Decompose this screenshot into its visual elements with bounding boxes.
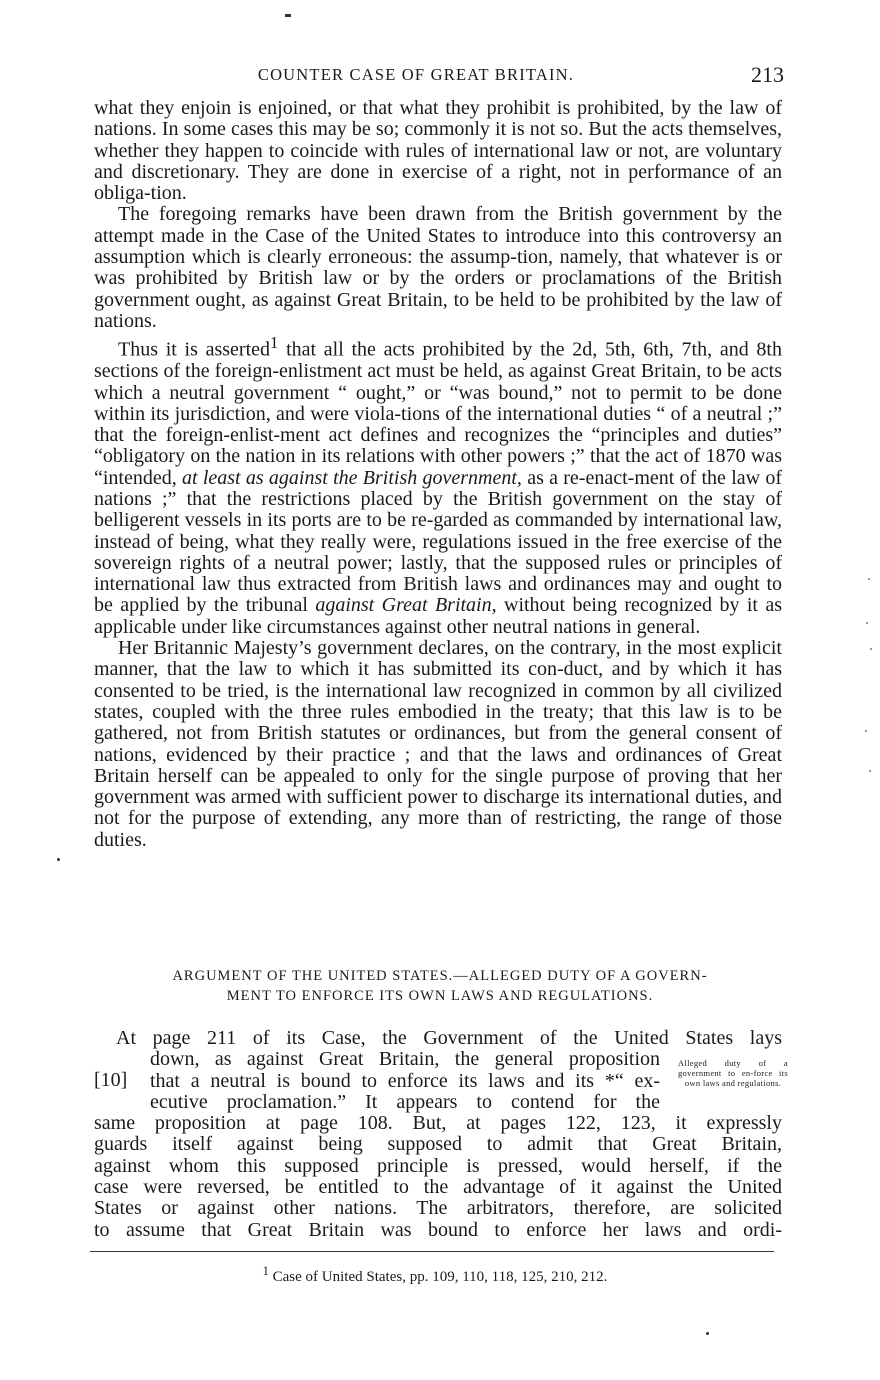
body-paragraph xyxy=(94,638,782,851)
speck xyxy=(868,578,870,580)
text-run: without being recognized by it as applicable under like circumstances against other neutral nations in general. xyxy=(94,594,782,638)
paragraph-line: against whom this supposed principle is pressed, would herself, if the xyxy=(94,1154,782,1177)
paragraph-line: At page 211 of its Case, the Government of the United States lays xyxy=(116,1027,782,1049)
section-heading-line-1: ARGUMENT OF THE UNITED STATES.—ALLEGED DUTY OF A GOVERN- xyxy=(172,968,708,984)
section-heading-line-2: MENT TO ENFORCE ITS OWN LAWS AND REGULATIONS. xyxy=(226,988,654,1004)
paragraph-line: to assume that Great Britain was bound to enforce her laws and ordi- xyxy=(94,1218,782,1241)
paragraph-line: down, as against Great Britain, the general proposition xyxy=(150,1048,660,1071)
margin-note: Alleged duty of a government to en-force its own laws and regulations. xyxy=(678,1058,788,1088)
italic-text: against Great Britain, xyxy=(315,594,497,617)
paragraph-line: ecutive proclamation.” It appears to contend for the xyxy=(150,1090,660,1113)
paragraph-line: guards itself against being supposed to admit that Great Britain, xyxy=(94,1133,782,1156)
text-run: as a re-enact-ment of the law of nations ;” that the restrictions placed by the British government on the stay of belligerent vessels in its ports are to be re-garded as commanded by international law, instead of being, what they really were, regulations issued in the free exercise of the sovereign rights of a neutral power; lastly, that the supposed rules or principles of international law thus extracted from British laws and ordinances may and ought to be applied by the tribunal xyxy=(94,466,783,617)
section-heading xyxy=(90,966,790,1006)
text-run: The foregoing remarks have been drawn from the British government by the attempt made in the Case of the United States to introduce into this controversy an assumption which is clearly erroneous: the assump-tion, namely, that whatever is or was prohibited by British law or by the orders or proclamations of the British government ought, as against Great Britain, to be held to be prohibited by the law of nations. xyxy=(94,203,782,332)
footnote-text: Case of United States, pp. 109, 110, 118, 125, 210, 212. xyxy=(272,1269,608,1285)
running-header xyxy=(96,62,784,88)
text-run: Her Britannic Majesty’s government declares, on the contrary, in the most explicit manner, that the law to which it has submitted its con-duct, and by which it has consented to be tried, is the international law recognized in common by all civilized states, coupled with the three rules embodied in the treaty; that this law is to be gathered, not from British statutes or ordinances, but from the general consent of nations, evidenced by their practice ; and that the laws and ordinances of Great Britain herself can be appealed to only for the single purpose of proving that her government was armed with sufficient power to discharge its international duties, and not for the purpose of extending, any more than of restricting, the range of those duties. xyxy=(94,637,782,851)
italic-text: at least as against the British government, xyxy=(182,466,522,489)
paragraph-line: same proposition at page 108. But, at pages 122, 123, it expressly xyxy=(94,1112,782,1135)
page-marker: [10] xyxy=(94,1069,128,1091)
body-paragraph xyxy=(94,98,782,204)
body-paragraph xyxy=(94,204,782,332)
footnote-rule xyxy=(90,1251,774,1252)
margin-specks xyxy=(862,570,876,810)
body-text xyxy=(94,98,782,851)
paragraph-line: States or against other nations. The arbitrators, therefore, are solicited xyxy=(94,1197,782,1220)
footnote xyxy=(90,1264,780,1286)
speck xyxy=(866,622,868,624)
final-paragraph xyxy=(94,1027,788,1241)
running-title: COUNTER CASE OF GREAT BRITAIN. xyxy=(257,65,575,84)
paragraph-line: that a neutral is bound to enforce its laws and its *“ ex- xyxy=(150,1069,660,1092)
stray-dot xyxy=(706,1332,709,1335)
page-number: 213 xyxy=(751,62,784,87)
body-paragraph xyxy=(94,332,782,638)
speck xyxy=(870,648,872,650)
stray-dot xyxy=(57,858,60,861)
speck xyxy=(869,770,871,772)
text-run: what they enjoin is enjoined, or that what they prohibit is prohibited, by the law of nations. In some cases this may be so; commonly it is not so. But the acts themselves, whether they happen to coincide with rules of international law or not, are voluntary and discretionary. They are done in exercise of a right, not in performance of an obliga-tion. xyxy=(94,97,782,205)
text-run: that all the acts prohibited by the 2d, 5th, 6th, 7th, and 8th sections of the foreign-enlistment act must be held, as against Great Britain, to be acts which a neutral government “ ought,” or “was bound,” not to permit to be done within its jurisdiction, and were viola-tions of the international duties “ of a neutral ;” that the foreign-enlist-ment act defines and recognizes the “principles and duties” “obligatory on the nation in its relations with other powers ;” that the act of 1870 was “intended, xyxy=(94,338,782,489)
speck xyxy=(865,730,867,732)
footnote-mark: 1 xyxy=(262,1264,269,1278)
footnote-reference: 1 xyxy=(270,333,279,353)
print-mark xyxy=(285,14,291,17)
paragraph-line: case were reversed, be entitled to the advantage of it against the United xyxy=(94,1176,782,1199)
text-run: Thus it is asserted xyxy=(118,338,271,361)
